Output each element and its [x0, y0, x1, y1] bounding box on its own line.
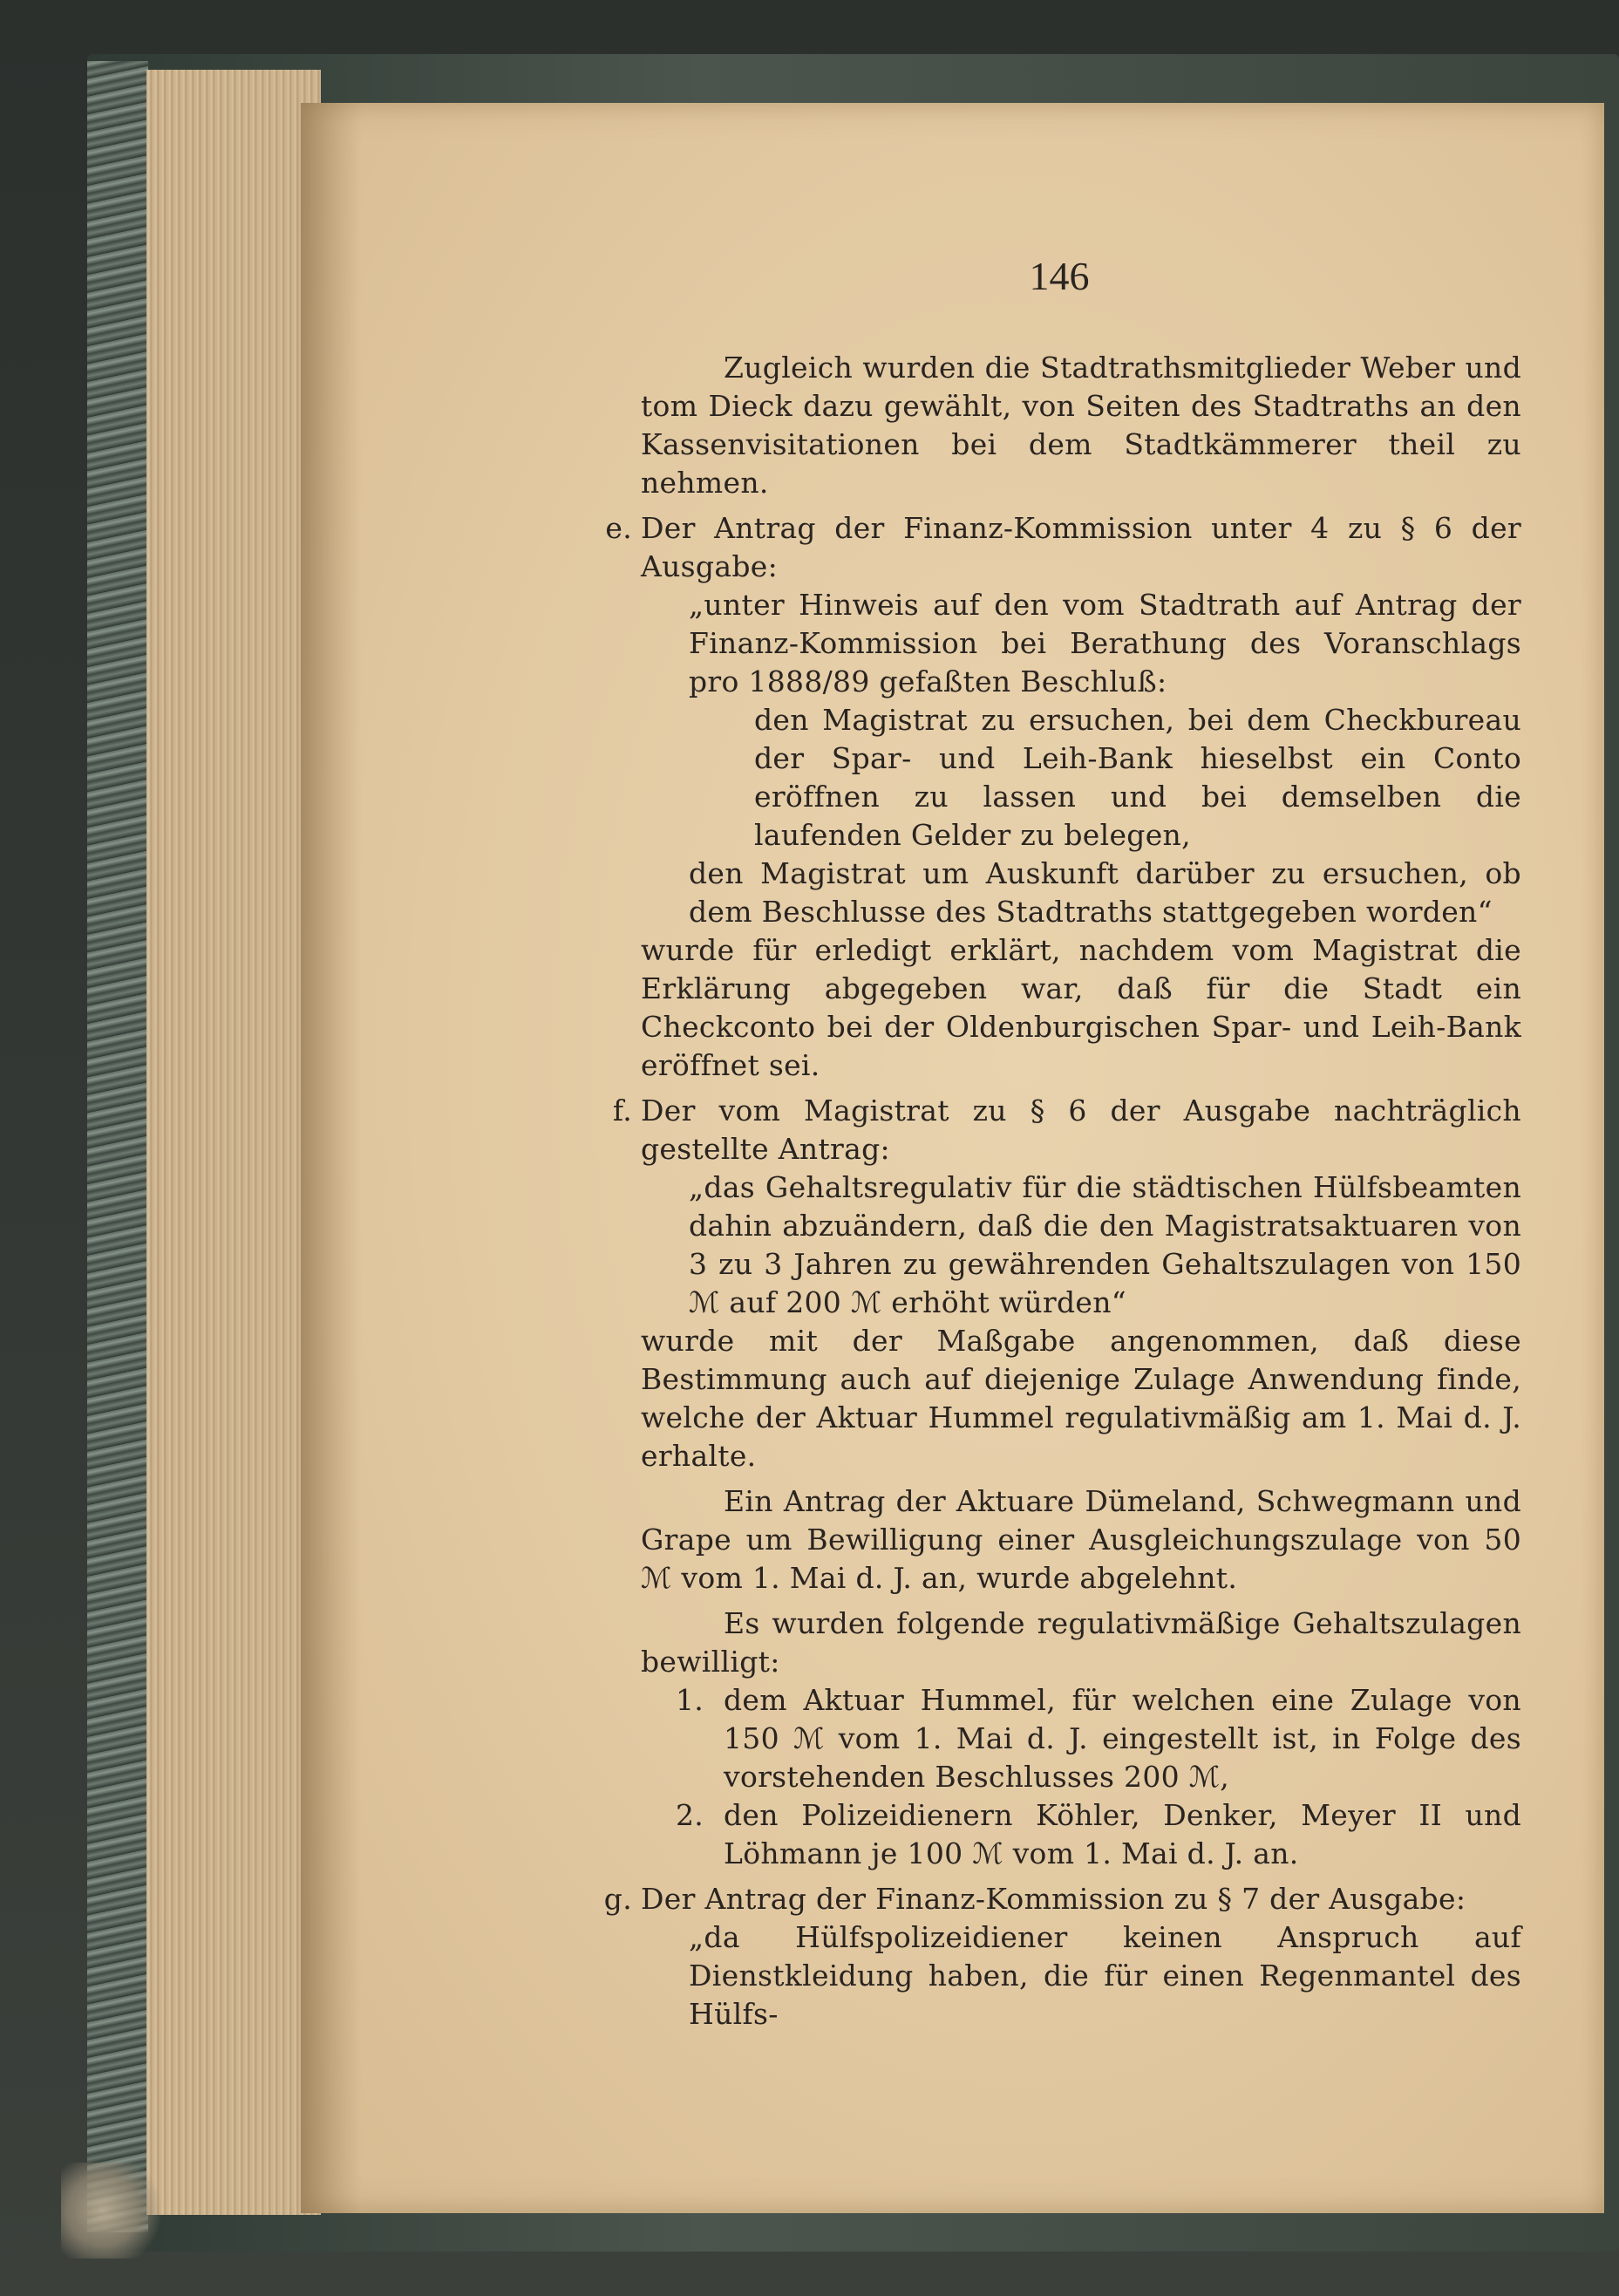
section-e-result: wurde für erledigt erklärt, nachdem vom Magistrat die Erklärung abgegeben war, daß für die Stadt ein Checkconto bei der Oldenburgischen Spar- und Leih-Bank eröffnet sei. [641, 933, 1521, 1082]
section-marker-e: e. [605, 511, 632, 545]
list-item [641, 1796, 1521, 1873]
list-item [641, 1681, 1521, 1796]
list-item-text: den Polizeidienern Köhler, Denker, Meyer II und Löhmann je 100 ℳ vom 1. Mai d. J. an. [724, 1798, 1521, 1870]
section-e-quote: „unter Hinweis auf den vom Stadtrath auf Antrag der Finanz-Kommission bei Berathung des Voranschlags pro 1888/89 gefaßten Beschluß: [689, 588, 1521, 698]
page-text [603, 349, 1521, 2034]
section-f-intro: Der vom Magistrat zu § 6 der Ausgabe nachträglich gestellte Antrag: [641, 1093, 1521, 1166]
section-marker-f: f. [612, 1093, 632, 1128]
book-spine [87, 61, 148, 2232]
section-f-paragraph-2: Ein Antrag der Aktuare Dümeland, Schwegmann und Grape um Bewilligung einer Ausgleichungszulage von 50 ℳ vom 1. Mai d. J. an, wurde abgelehnt. [641, 1484, 1521, 1595]
section-e-quote-end: den Magistrat um Auskunft darüber zu ersuchen, ob dem Beschlusse des Stadtraths stattgegeben worden“ [689, 856, 1521, 929]
paragraph-zugleich: Zugleich wurden die Stadtrathsmitglieder Weber und tom Dieck dazu gewählt, von Seiten des Stadtraths an den Kassenvisitationen bei dem Stadtkämmerer theil zu nehmen. [641, 351, 1521, 500]
list-item-number: 2. [676, 1798, 704, 1832]
section-g-intro: Der Antrag der Finanz-Kommission zu § 7 der Ausgabe: [641, 1882, 1466, 1916]
section-g [603, 1880, 1521, 1918]
page-edges [146, 70, 321, 2215]
worn-corner [61, 2163, 166, 2259]
gutter-shadow [301, 103, 362, 2213]
section-e [605, 509, 1521, 586]
section-f-paragraph-3: Es wurden folgende regulativmäßige Gehaltszulagen bewilligt: [641, 1606, 1521, 1679]
section-g-quote: „da Hülfspolizeidiener keinen Anspruch auf Dienstkleidung haben, die für einen Regenmantel des Hülfs- [689, 1920, 1521, 2031]
list-item-number: 1. [676, 1683, 704, 1717]
page-number: 146 [1029, 254, 1090, 298]
list-item-text: dem Aktuar Hummel, für welchen eine Zulage von 150 ℳ vom 1. Mai d. J. eingestellt ist, in Folge des vorstehenden Beschlusses 200 ℳ, [724, 1683, 1521, 1794]
section-f-quote: „das Gehaltsregulativ für die städtischen Hülfsbeamten dahin abzuändern, daß die den Magistratsaktuaren von 3 zu 3 Jahren zu gewährenden Gehaltszulagen von 150 ℳ auf 200 ℳ erhöht würden“ [689, 1170, 1521, 1319]
section-marker-g: g. [603, 1882, 632, 1916]
section-f-result: wurde mit der Maßgabe angenommen, daß diese Bestimmung auch auf diejenige Zulage Anwendung finde, welche der Aktuar Hummel regulativmäßig am 1. Mai d. J. erhalte. [641, 1324, 1521, 1473]
section-e-quote-inner: den Magistrat zu ersuchen, bei dem Checkbureau der Spar- und Leih-Bank hieselbst ein Conto eröffnen zu lassen und bei demselben die laufenden Gelder zu belegen, [754, 703, 1521, 852]
section-e-intro: Der Antrag der Finanz-Kommission unter 4 zu § 6 der Ausgabe: [641, 511, 1521, 583]
section-f [612, 1092, 1521, 1168]
